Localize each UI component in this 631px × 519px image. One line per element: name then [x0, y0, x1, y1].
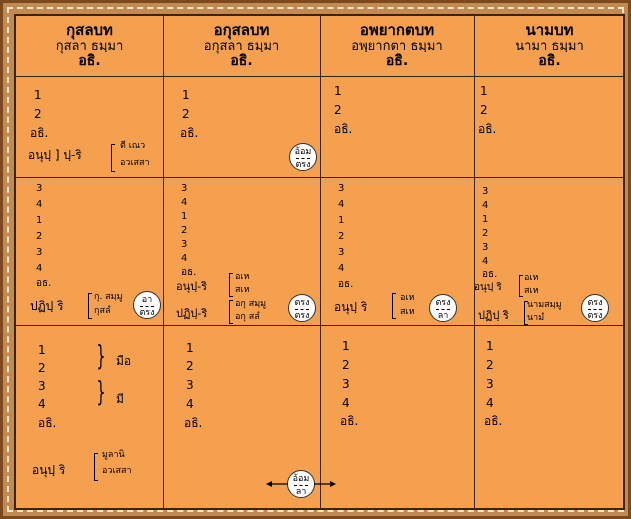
row1-c2-adhi: อธิ. — [180, 126, 199, 140]
list-item: 3 — [342, 377, 350, 391]
row-divider — [16, 76, 623, 77]
badge-bottom: ตรง — [139, 308, 155, 318]
row1-c2-n2: 2 — [182, 107, 190, 121]
row2-c1-b1: กุ. สมฺมู — [94, 292, 123, 302]
row2-c4-b1b: สเห — [524, 286, 539, 296]
list-item: 2 — [482, 228, 489, 239]
list-item: 4 — [186, 397, 194, 411]
list-item: 4 — [338, 263, 345, 274]
badge-top: อ้อม — [292, 474, 310, 484]
list-item: 4 — [38, 397, 46, 411]
list-adhi: อธิ. — [484, 414, 503, 428]
row1-c1-n1: 1 — [34, 88, 42, 102]
badge-top: ตรง — [435, 298, 451, 308]
list-item: 1 — [38, 343, 46, 357]
badge-bottom: ตรง — [587, 311, 603, 321]
header-title: กุสลบท — [66, 21, 113, 39]
badge-divider — [436, 309, 450, 310]
row2-c4-b2a: นามสมฺมู — [527, 300, 562, 310]
curly-brace-icon: } — [96, 375, 106, 408]
double-arrow-icon — [266, 478, 336, 490]
row-divider — [16, 177, 623, 178]
row2-c2-b1b: สเห — [235, 285, 250, 295]
list-item: 3 — [338, 247, 345, 258]
row3-c1-m2: มี — [116, 392, 124, 406]
direction-badge — [133, 291, 161, 319]
list-item: 3 — [36, 247, 43, 258]
list-item: 1 — [36, 215, 43, 226]
badge-bottom: ตรง — [295, 160, 311, 170]
bracket — [519, 275, 523, 297]
list-item: 4 — [342, 396, 350, 410]
list-item: 1 — [338, 215, 345, 226]
row3-c1-b2: อวเสสา — [102, 466, 132, 476]
direction-badge — [288, 294, 316, 322]
row1-c2-n1: 1 — [182, 88, 190, 102]
col-divider — [163, 16, 164, 508]
badge-divider — [588, 309, 602, 310]
header-subtitle: อกุสลา ธมฺมา — [203, 39, 280, 54]
list-item: 3 — [482, 186, 489, 197]
header-code: อธิ. — [385, 53, 409, 69]
bracket — [94, 453, 98, 481]
list-item: 1 — [342, 339, 350, 353]
badge-bottom: ลา — [295, 487, 307, 497]
list-adhi: อธ. — [482, 269, 498, 280]
badge-bottom: ตรง — [294, 311, 310, 321]
list-item: 3 — [181, 239, 188, 250]
row2-c2-l2: ปฏิปฺ-ริ — [176, 307, 208, 320]
list-item: 3 — [482, 242, 489, 253]
list-adhi: อธ. — [338, 279, 354, 290]
list-adhi: อธิ. — [184, 416, 203, 430]
row1-c1-adhi: อธิ. — [30, 126, 49, 140]
row1-c3-n1: 1 — [334, 84, 342, 98]
row1-c1-label: อนุปฺ ] ปฺ-ริ — [28, 148, 82, 162]
header-akusala — [163, 22, 320, 69]
row3-c1-m1: มือ — [116, 354, 132, 368]
header-title: อกุสลบท — [213, 21, 270, 39]
badge-divider — [140, 306, 154, 307]
row1-c4-n1: 1 — [480, 84, 488, 98]
list-item: 4 — [181, 253, 188, 264]
header-code: อธิ. — [538, 53, 561, 69]
list-item: 4 — [482, 256, 489, 267]
col-divider — [474, 16, 475, 508]
header-kusala — [16, 22, 163, 69]
row1-c4-adhi: อธิ. — [478, 122, 497, 136]
badge-top: ตรง — [587, 298, 603, 308]
row2-c3-b2: สเห — [400, 307, 415, 317]
row2-c4-b1a: อเห — [524, 273, 539, 283]
row1-c3-n2: 2 — [334, 103, 342, 117]
header-title: อพยากตบท — [359, 21, 435, 39]
list-item: 4 — [482, 200, 489, 211]
row2-c2-l1: อนุปฺ-ริ — [176, 280, 207, 293]
list-item: 1 — [181, 211, 188, 222]
list-item: 3 — [38, 379, 46, 393]
row2-c2-b2a: อกุ สมฺมู — [235, 299, 267, 309]
badge-top: อ้อม — [294, 147, 312, 157]
direction-badge — [289, 143, 317, 171]
row2-c4-l2: ปฏิปฺ ริ — [478, 309, 509, 322]
header-code: อธิ. — [78, 53, 101, 69]
list-item: 2 — [36, 231, 43, 242]
list-item: 4 — [181, 197, 188, 208]
list-adhi: อธิ. — [38, 416, 57, 430]
list-item: 4 — [338, 199, 345, 210]
row2-c3-b1: อเห — [400, 293, 415, 303]
header-nama — [474, 22, 625, 69]
row-divider — [16, 325, 623, 326]
list-item: 2 — [186, 359, 194, 373]
row2-c4-l1: อนุปฺ ริ — [474, 282, 502, 293]
list-item: 3 — [181, 183, 188, 194]
badge-top: ตรง — [294, 298, 310, 308]
table-grid — [14, 14, 625, 510]
row2-c2-b1a: อเห — [235, 272, 250, 282]
direction-badge — [581, 294, 609, 322]
row3-c1-label: อนุปฺ ริ — [32, 463, 66, 477]
row2-c2-b2b: อกุ สลํ — [235, 312, 260, 322]
header-code: อธิ. — [230, 53, 253, 69]
bracket — [392, 293, 396, 319]
row1-c4-n2: 2 — [480, 103, 488, 117]
list-adhi: อธ. — [36, 278, 52, 289]
row2-c1-b2: กุสลํ — [94, 306, 111, 316]
list-item: 2 — [181, 225, 188, 236]
list-item: 3 — [186, 378, 194, 392]
list-item: 2 — [342, 358, 350, 372]
header-abyakata — [320, 22, 474, 69]
row1-c1-b1: ตี เณว — [120, 141, 146, 151]
list-item: 4 — [36, 199, 43, 210]
badge-divider — [296, 158, 310, 159]
list-item: 1 — [186, 341, 194, 355]
list-item: 2 — [486, 358, 494, 372]
bracket — [229, 300, 233, 324]
list-adhi: อธ. — [181, 267, 197, 278]
bracket — [88, 293, 92, 319]
col-divider — [320, 16, 321, 508]
badge-top: อา — [141, 295, 153, 305]
row2-c3-label: อนุปฺ ริ — [334, 300, 368, 314]
header-subtitle: กุสลา ธมฺมา — [55, 39, 124, 54]
bracket — [111, 144, 115, 172]
row3-c1-b1: มูลานิ — [102, 450, 125, 460]
list-item: 1 — [482, 214, 489, 225]
list-item: 3 — [486, 377, 494, 391]
header-subtitle: อพฺยากตา ธมฺมา — [351, 39, 443, 54]
badge-bottom: ลา — [437, 311, 449, 321]
list-item: 3 — [338, 183, 345, 194]
row1-c1-n2: 2 — [34, 107, 42, 121]
header-title: นามบท — [525, 21, 574, 39]
list-item: 3 — [36, 183, 43, 194]
row2-c4-b2b: นามํ — [527, 313, 545, 323]
bracket — [229, 273, 233, 297]
curly-brace-icon: } — [96, 339, 106, 372]
list-item: 2 — [38, 361, 46, 375]
row1-c1-b2: อวเสสา — [120, 158, 150, 168]
list-item: 1 — [486, 339, 494, 353]
header-subtitle: นามา ธมฺมา — [515, 39, 584, 54]
direction-badge — [429, 294, 457, 322]
list-item: 4 — [486, 396, 494, 410]
list-item: 4 — [36, 263, 43, 274]
row2-c1-label: ปฏิปฺ ริ — [30, 299, 64, 313]
list-adhi: อธิ. — [340, 414, 359, 428]
badge-divider — [295, 309, 309, 310]
row1-c3-adhi: อธิ. — [334, 122, 353, 136]
list-item: 2 — [338, 231, 345, 242]
